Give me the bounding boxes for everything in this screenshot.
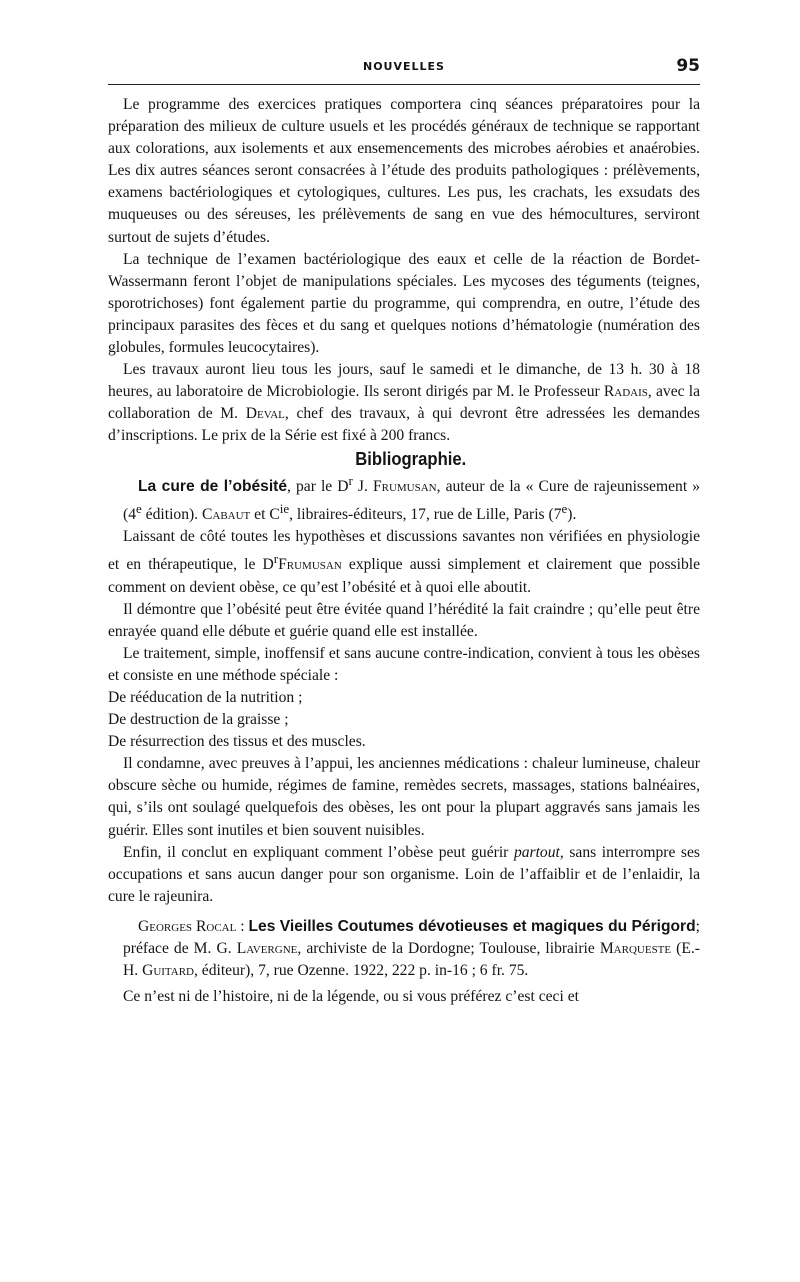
book-title: Les Vieilles Coutumes dévotieuses et magiques du Périgord <box>248 917 696 935</box>
list-item: De destruction de la graisse ; <box>108 711 289 729</box>
intro-paragraph-2: La technique de l’examen bactériologique des eaux et celle de la réaction de Bordet-Wassermann feront l’objet de manipulations spéciales. Les mycoses des téguments (teignes, sporotrichoses) font également partie du programme, qui comprendra, en outre, l’étude des principaux parasites des fèces et du sang et quelques notions d’hématologie (numération des globules, formules leucocytaires). <box>108 250 700 357</box>
body-text <box>108 94 700 1008</box>
header-rule <box>108 84 700 85</box>
review-paragraph: Il condamne, avec preuves à l’appui, les anciennes médications : chaleur lumineuse, chaleur obscure sèche ou humide, régimes de famine, remèdes secrets, massages, stations balnéaires, qui, s’ils ont soulagé quelquefois des obèses, les ont pour la plupart aggravés sans jamais les guérir. Elles sont inutiles et bien souvent nuisibles. <box>108 755 700 839</box>
intro-paragraph-1: Le programme des exercices pratiques comportera cinq séances préparatoires pour la préparation des milieux de culture usuels et les procédés généraux de technique se rapportant aux colorations, aux isolements et aux ensemencements des microbes aérobies et anaérobies. Les dix autres séances seront consacrées à l’étude des produits pathologiques : prélèvements, examens bactériologiques et cytologiques, cultures. Les pus, les crachats, les exsudats des muqueuses ou des séreuses, les prélèvements de sang en vue des hémocultures, serviront surtout de sujets d’études. <box>108 96 700 246</box>
book-entry-1: La cure de l’obésité, par le $D^r$ J. Frumusan, auteur de la « Cure de rajeunissement » (4e édition). Cabaut et $C^{ie}$, libraires-éditeurs, 17, rue de Lille, Paris (7e). <box>123 472 700 524</box>
review-paragraph: Ce n’est ni de l’histoire, ni de la légende, ou si vous préférez c’est ceci et <box>123 988 579 1006</box>
book-title: La cure de l’obésité <box>138 477 288 495</box>
author-name: Georges Rocal <box>138 917 237 935</box>
review-paragraph: Laissant de côté toutes les hypothèses et discussions savantes non vérifiées en physiologie et en thérapeutique, le $D^rFrumusan$ explique aussi simplement et clairement que possible comment on devient obèse, ce qu’est l’obésité et à quoi elle aboutit. <box>108 528 700 596</box>
book-entry-2: Georges Rocal : Les Vieilles Coutumes dévotieuses et magiques du Périgord; préface de M. G. Lavergne, archiviste de la Dordogne; Toulouse, librairie Marqueste (E.-H. Guitard, éditeur), 7, rue Ozenne. 1922, 222 p. in-16 ; 6 fr. 75. <box>123 917 700 980</box>
author-name: Frumusan <box>372 477 437 495</box>
publisher-name: Cabaut <box>201 506 251 524</box>
travaux-paragraph: Les travaux auront lieu tous les jours, sauf le samedi et le dimanche, de 13 h. 30 à 18 heures, au laboratoire de Microbiologie. Ils seront dirigés par M. le Professeur Radais, avec la collaboration de M. Deval, chef des travaux, à qui devront être adressées les demandes d’inscriptions. Le prix de la Série est fixé à 200 francs. <box>108 361 701 445</box>
list-item: De résurrection des tissus et des muscles. <box>108 733 366 751</box>
review-paragraph: Enfin, il conclut en expliquant comment l’obèse peut guérir partout, sans interrompre ses occupations et sans aucun danger pour son organisme. Loin de l’affaiblir et de l’enlaidir, la cure le rajeunira. <box>108 843 700 905</box>
list-item: De rééducation de la nutrition ; <box>108 689 303 706</box>
person-name: Deval <box>245 405 285 423</box>
review-paragraph: Le traitement, simple, inoffensif et sans aucune contre-indication, convient à tous les obèses et consiste en une méthode spéciale : <box>108 644 700 684</box>
running-title: NOUVELLES <box>363 60 445 73</box>
person-name: Radais <box>603 383 648 401</box>
running-head <box>108 58 700 80</box>
page-number: 95 <box>676 56 700 76</box>
review-paragraph: Il démontre que l’obésité peut être évitée quand l’hérédité la fait craindre ; qu’elle peut être enrayée quand elle débute et guérie quand elle est installée. <box>108 600 700 640</box>
section-title: Bibliographie. <box>355 447 467 469</box>
